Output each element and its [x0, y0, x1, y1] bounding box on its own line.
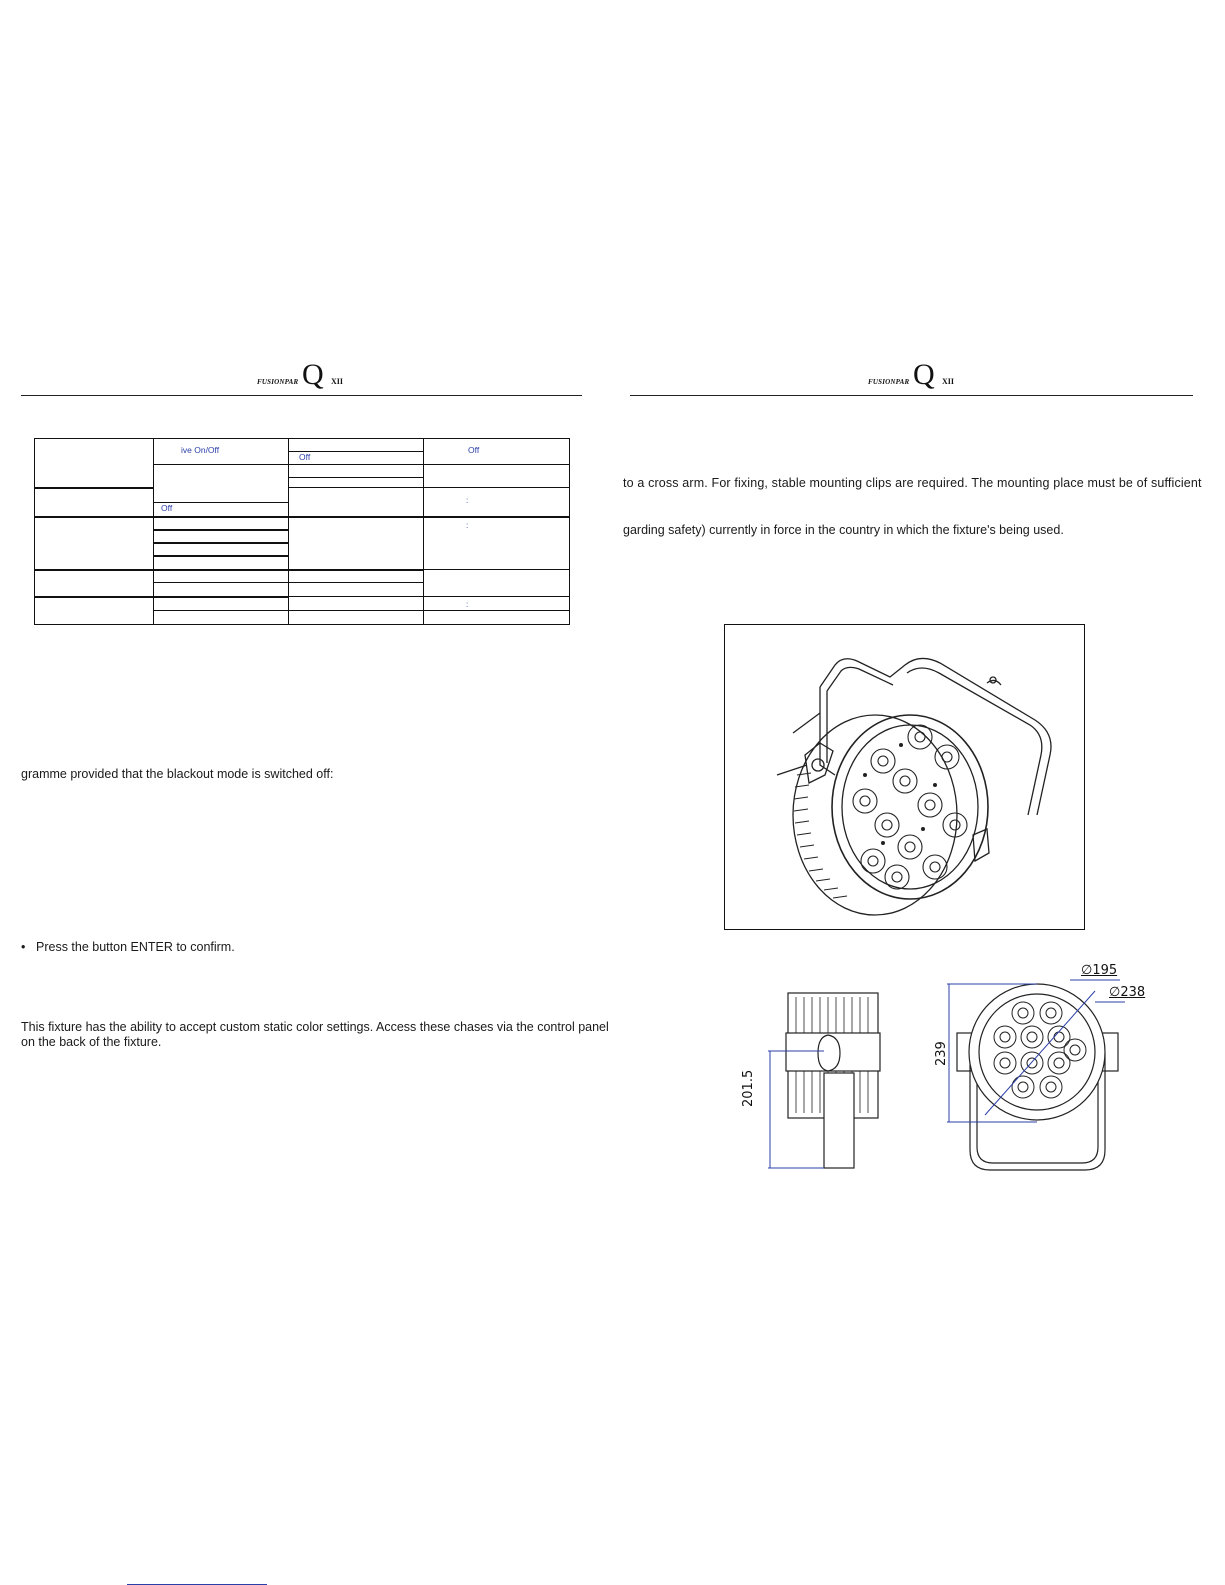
table-row-divider [423, 569, 569, 570]
table-row-divider [153, 569, 288, 571]
table-row-divider [153, 555, 288, 557]
table-row-divider [153, 582, 288, 583]
custom-color-line-2: on the back of the fixture. [21, 1035, 162, 1049]
table-row-divider [288, 596, 423, 597]
table-row-divider [423, 596, 569, 597]
custom-color-line-1: This fixture has the ability to accept custom static color settings. Access these chases via the control panel [21, 1020, 609, 1034]
left-brand-q: Q [302, 358, 324, 391]
left-header-rule [21, 395, 582, 396]
dimension-height-201-5: 201.5 [741, 1069, 756, 1107]
table-row-divider [288, 569, 423, 571]
table-row-divider [288, 487, 423, 488]
table-row-divider [423, 464, 569, 465]
table-row-divider [288, 477, 423, 478]
table-row-divider [288, 464, 423, 465]
left-header-logo [257, 358, 357, 392]
left-brand-name: FUSIONPAR [257, 378, 299, 386]
table-cell-colon: : [466, 521, 469, 530]
table-row-divider [153, 464, 288, 465]
right-header-rule [630, 395, 1193, 396]
right-brand-q: Q [913, 358, 935, 391]
fixture-side-view-drawing [748, 975, 888, 1195]
table-row-divider [35, 569, 153, 571]
enter-instruction: Press the button ENTER to confirm. [36, 940, 235, 954]
fixture-perspective-drawing [725, 625, 1084, 929]
right-brand-name: FUSIONPAR [868, 378, 910, 386]
table-cell: Off [468, 445, 480, 455]
table-row-divider [423, 487, 569, 488]
table-row-divider [423, 516, 569, 518]
table-row-divider [288, 582, 423, 583]
table-cell-colon: : [466, 600, 469, 609]
table-cell: ive On/Off [181, 445, 220, 455]
table-row-divider [288, 610, 423, 611]
table-row-divider [35, 516, 153, 518]
table-cell: Off [299, 452, 311, 462]
mounting-text: to a cross arm. For fixing, stable mounting clips are required. The mounting place must be of sufficient [623, 476, 1202, 490]
dimension-height-239: 239 [934, 1041, 949, 1066]
fixture-front-view-drawing [935, 975, 1135, 1195]
right-brand-model: XII [942, 377, 955, 386]
table-row-divider [153, 529, 288, 531]
table-row-divider [153, 596, 288, 598]
table-row-divider [153, 502, 288, 503]
right-header-logo [868, 358, 968, 392]
table-row-divider [153, 542, 288, 544]
table-row-divider [153, 516, 288, 518]
settings-table [34, 438, 570, 625]
bullet: • [21, 940, 26, 954]
table-row-divider [288, 516, 423, 518]
blackout-text: gramme provided that the blackout mode is switched off: [21, 767, 334, 781]
table-row-divider [35, 596, 153, 598]
table-row-divider [423, 610, 569, 611]
safety-text: garding safety) currently in force in the country in which the fixture's being used. [623, 523, 1064, 537]
table-cell-colon: : [466, 496, 469, 505]
table-cell: Off [161, 503, 173, 513]
left-brand-model: XII [331, 377, 344, 386]
dimension-diameter-238: ∅238 [1109, 985, 1146, 1000]
fixture-illustration-frame [724, 624, 1085, 930]
dimension-diameter-195: ∅195 [1081, 963, 1118, 978]
table-row-divider [35, 487, 153, 489]
table-row-divider [153, 610, 288, 611]
